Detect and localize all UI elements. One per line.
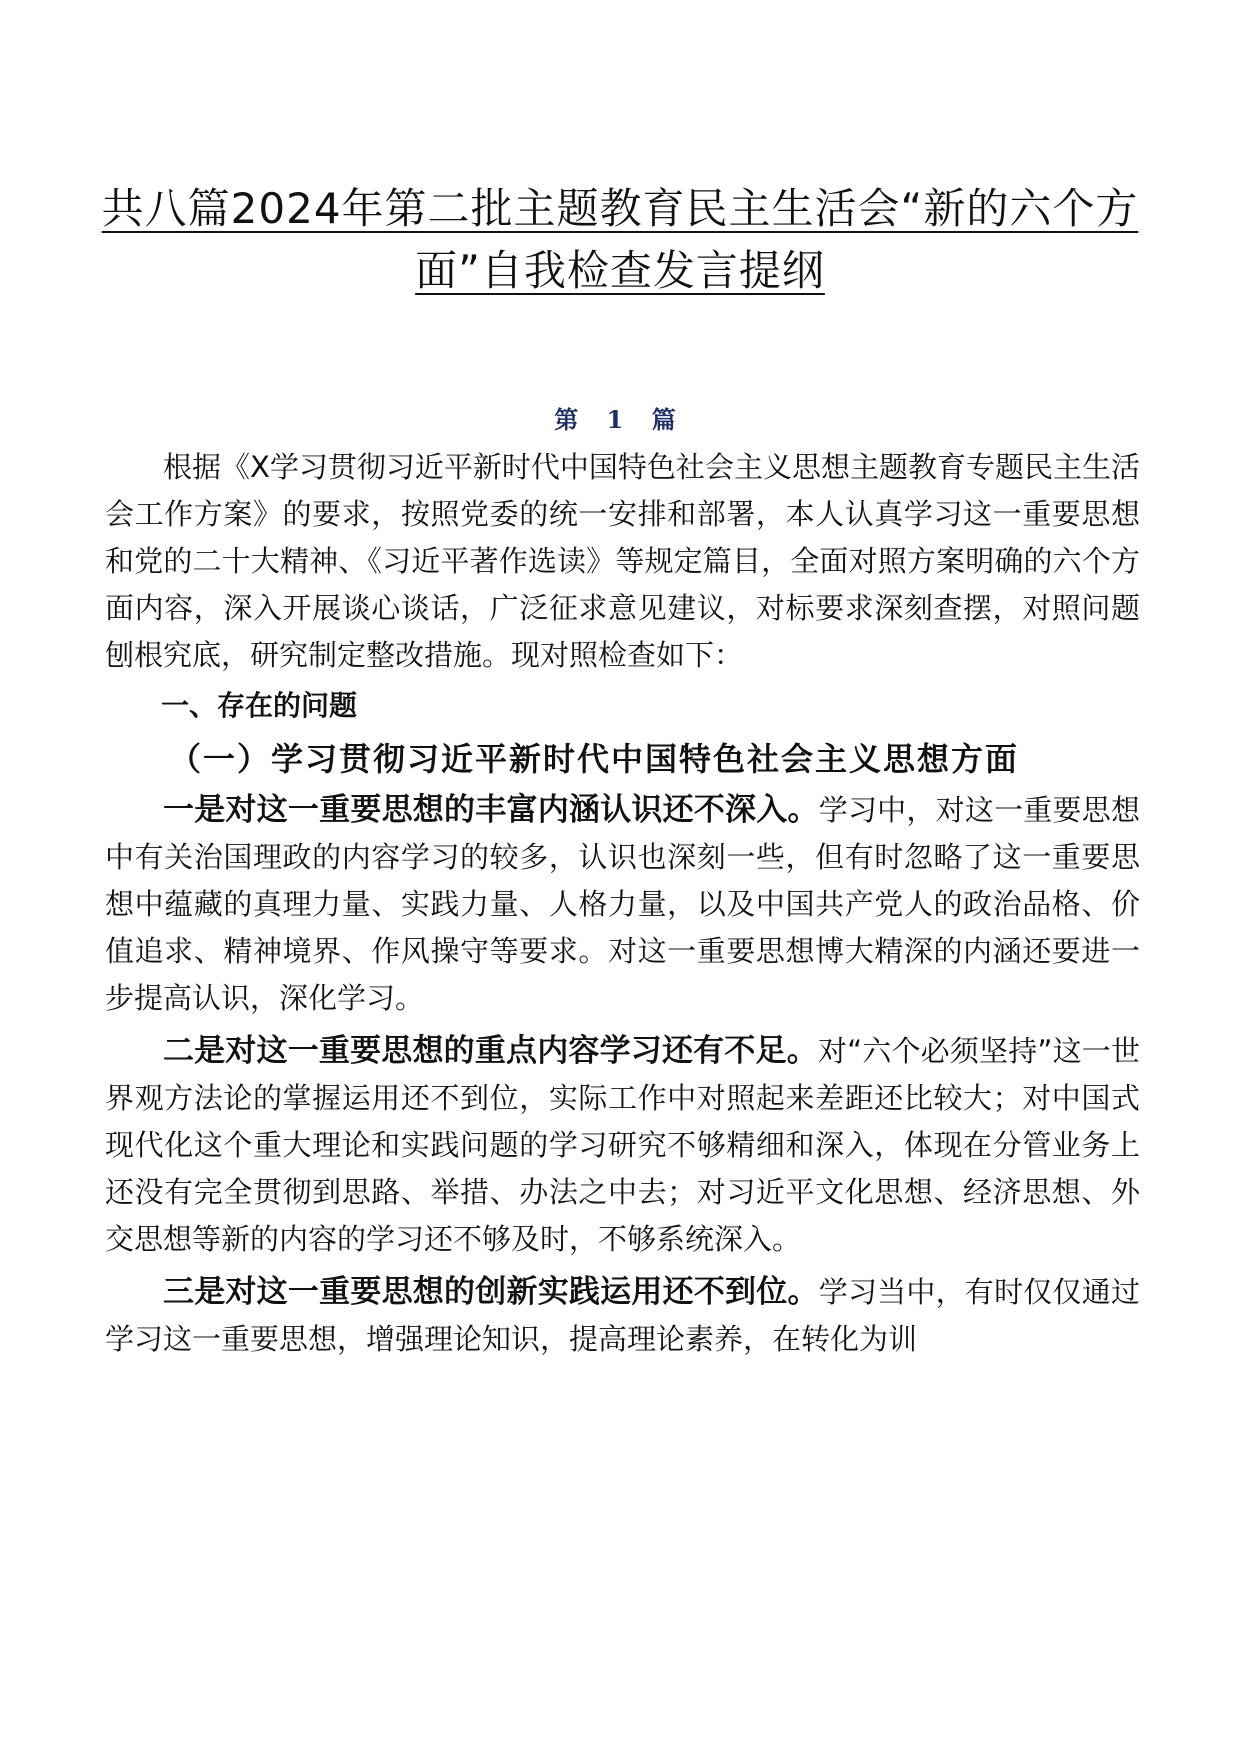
document-body [105,444,1140,1363]
point-lead: 二是对这一重要思想的重点内容学习还有不足。 [163,1033,818,1069]
point-paragraph [105,787,1140,1022]
intro-paragraph: 根据《X学习贯彻习近平新时代中国特色社会主义思想主题教育专题民主生活会工作方案》的要求，按照党委的统一安排和部署，本人认真学习这一重要思想和党的二十大精神、《习近平著作选读》等规定篇目，全面对照方案明确的六个方面内容，深入开展谈心谈话，广泛征求意见建议，对标要求深刻查摆，对照问题刨根究底，研究制定整改措施。现对照检查如下： [105,450,1140,672]
subsection-heading: （一）学习贯彻习近平新时代中国特色社会主义思想方面 [169,740,1020,778]
chapter-label: 第 1 篇 [554,405,686,434]
point-text: 对“六个必须坚持”这一世界观方法论的掌握运用还不到位，实际工作中对照起来差距还比较大；对中国式现代化这个重大理论和实践问题的学习研究不够精细和深入，体现在分管业务上还没有完全贯彻到思路、举措、办法之中去；对习近平文化思想、经济思想、外交思想等新的内容的学习还不够及时，不够系统深入。 [105,1034,1140,1256]
point-paragraph [105,1269,1140,1363]
point-paragraph [105,1028,1140,1263]
point-text: 学习中，对这一重要思想中有关治国理政的内容学习的较多，认识也深刻一些，但有时忽略了这一重要思想中蕴藏的真理力量、实践力量、人格力量，以及中国共产党人的政治品格、价值追求、精神境界、作风操守等要求。对这一重要思想博大精深的内涵还要进一步提高认识，深化学习。 [105,793,1140,1015]
section-heading: 一、存在的问题 [161,689,358,722]
point-text: 学习当中，有时仅仅通过学习这一重要思想，增强理论知识，提高理论素养，在转化为训 [105,1275,1140,1356]
document-title: 共八篇2024年第二批主题教育民主生活会“新的六个方面”自我检查发言提纲 [101,184,1139,295]
point-lead: 三是对这一重要思想的创新实践运用还不到位。 [163,1274,819,1310]
point-lead: 一是对这一重要思想的丰富内涵认识还不深入。 [163,792,819,828]
